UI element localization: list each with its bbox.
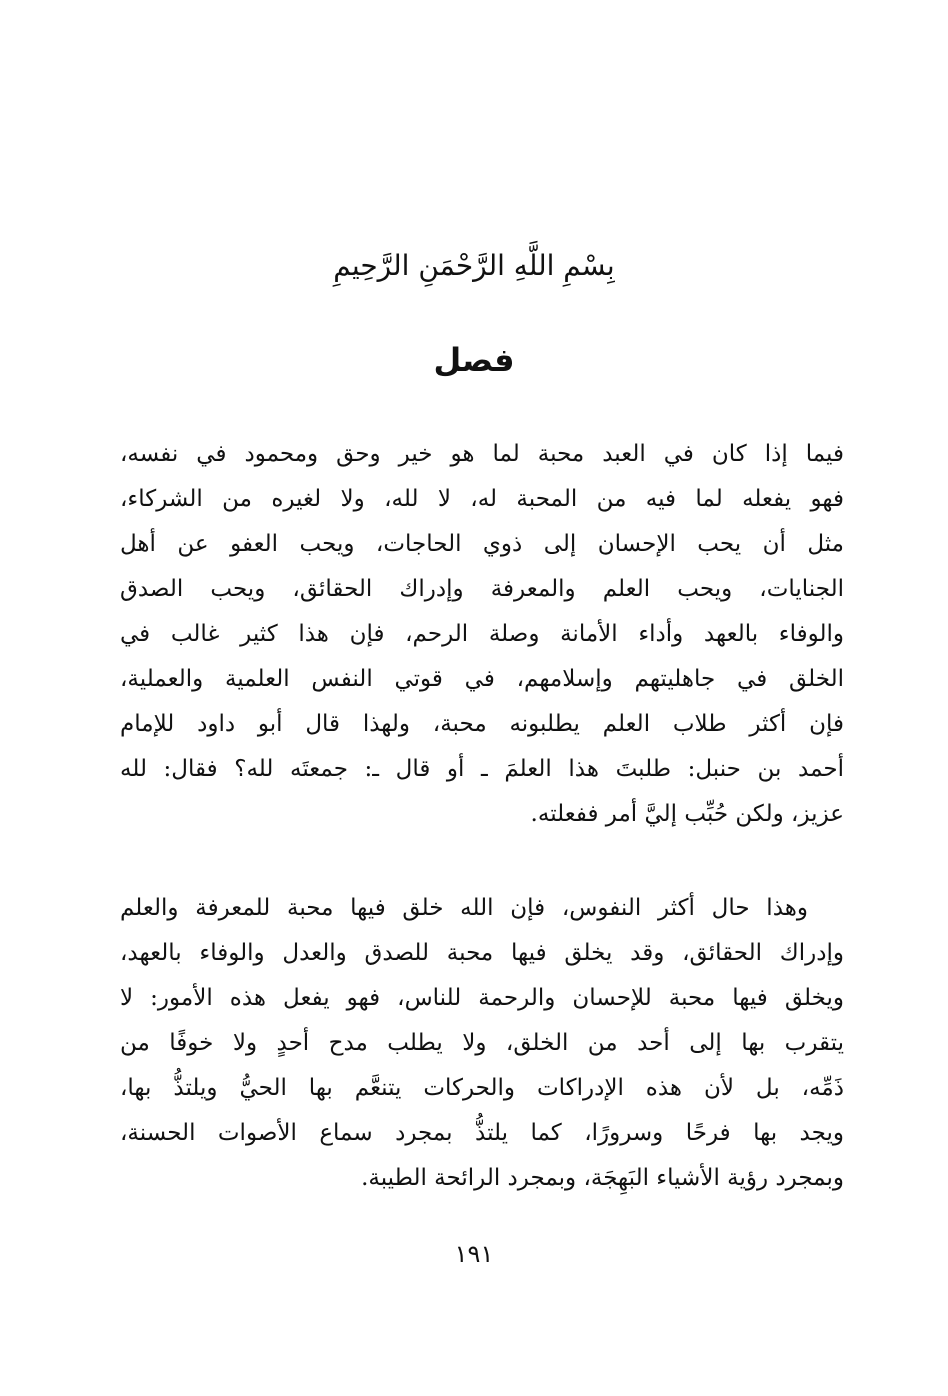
text-line: الجنايات، ويحب العلم والمعرفة وإدراك الحقائق، ويحب الصدق — [120, 576, 844, 602]
text-line: أحمد بن حنبل: طلبتَ هذا العلمَ ـ أو قال ـ: جمعتَه لله؟ فقال: لله — [120, 756, 844, 782]
text-line: وإدراك الحقائق، وقد يخلق فيها محبة للصدق والعدل والوفاء بالعهد، — [120, 940, 844, 966]
text-line: ويخلق فيها محبة للإحسان والرحمة للناس، فهو يفعل هذه الأمور: لا — [120, 985, 844, 1011]
text-line: وهذا حال أكثر النفوس، فإن الله خلق فيها محبة للمعرفة والعلم — [120, 895, 808, 921]
text-line: عزيز، ولكن حُبِّب إليَّ أمر ففعلته. — [530, 801, 844, 827]
text-line: الخلق في جاهليتهم وإسلامهم، في قوتي النفس العلمية والعملية، — [120, 666, 844, 692]
text-line: فهو يفعله لما فيه من المحبة له، لا لله، ولا لغيره من الشركاء، — [120, 486, 844, 512]
paragraph-1 — [120, 432, 844, 837]
text-line: فإن أكثر طلاب العلم يطلبونه محبة، ولهذا قال أبو داود للإمام — [120, 711, 844, 737]
basmala-header: بِسْمِ اللَّهِ الرَّحْمَنِ الرَّحِيمِ — [333, 249, 615, 282]
text-line: فيما إذا كان في العبد محبة لما هو خير وحق ومحمود في نفسه، — [120, 441, 844, 467]
text-line: والوفاء بالعهد وأداء الأمانة وصلة الرحم، فإن هذا كثير غالب في — [120, 621, 844, 647]
section-title: فصل — [433, 341, 515, 379]
text-line: مثل أن يحب الإحسان إلى ذوي الحاجات، ويحب العفو عن أهل — [120, 531, 844, 557]
paragraph-2 — [120, 886, 844, 1201]
text-line: ذَمِّه، بل لأن هذه الإدراكات والحركات يتنعَّم بها الحيُّ ويلتذُّ بها، — [120, 1075, 844, 1101]
page-number: ١٩١ — [454, 1240, 494, 1268]
text-line: وبمجرد رؤية الأشياء البَهِجَة، وبمجرد الرائحة الطيبة. — [361, 1165, 844, 1191]
text-line: يتقرب بها إلى أحد من الخلق، ولا يطلب مدح أحدٍ ولا خوفًا من — [120, 1030, 844, 1056]
text-line: ويجد بها فرحًا وسرورًا، كما يلتذُّ بمجرد سماع الأصوات الحسنة، — [120, 1120, 844, 1146]
